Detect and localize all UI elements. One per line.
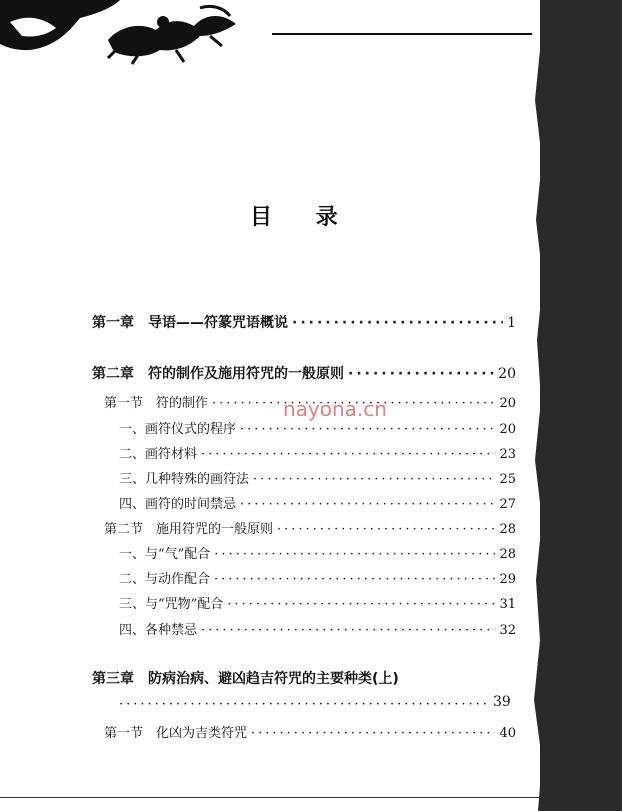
toc-leader-dots [214, 572, 495, 587]
toc-label: 第三章 防病治病、避凶趋吉符咒的主要种类(上) [92, 671, 399, 687]
toc-item[interactable] [119, 468, 516, 487]
header-rule [272, 33, 532, 35]
toc-page-number: 25 [499, 472, 516, 487]
toc-item[interactable] [119, 418, 516, 437]
toc-label: 第二章 符的制作及施用符咒的一般原则 [92, 366, 344, 382]
toc-leader-dots [212, 396, 495, 411]
toc-item[interactable] [119, 568, 516, 587]
toc-label: 一、画符仪式的程序 [119, 422, 237, 437]
toc-item[interactable] [119, 443, 516, 462]
page-title: 目 录 [250, 204, 356, 230]
toc-chapter-3[interactable] [92, 668, 399, 688]
toc-leader-dots [119, 697, 491, 712]
toc-page-number: 31 [499, 597, 516, 612]
toc-label: 第二节 施用符咒的一般原则 [104, 522, 274, 537]
toc-page-number: 20 [498, 366, 516, 382]
toc-section[interactable] [104, 518, 516, 537]
footer-rule [0, 797, 540, 798]
toc-page-number: 40 [499, 726, 516, 741]
toc-leader-dots [240, 497, 495, 512]
toc-leader-dots [253, 472, 495, 487]
toc-chapter-2[interactable] [92, 363, 516, 383]
toc-chapter-1[interactable] [92, 312, 516, 332]
toc-page-number: 32 [499, 623, 516, 638]
toc-label: 第一节 符的制作 [104, 396, 209, 411]
toc-label: 第一章 导语——符篆咒语概说 [92, 315, 288, 331]
toc-page-number: 27 [499, 497, 516, 512]
toc-page-number: 20 [499, 396, 516, 411]
toc-section[interactable] [104, 392, 516, 411]
toc-label: 二、画符材料 [119, 447, 198, 462]
toc-page-number: 1 [507, 315, 516, 331]
toc-leader-dots [348, 366, 494, 382]
toc-page-number: 28 [499, 547, 516, 562]
toc-label: 一、与“气”配合 [119, 547, 211, 562]
toc-label: 三、与“咒物”配合 [119, 597, 224, 612]
toc-label: 四、画符的时间禁忌 [119, 497, 237, 512]
toc-leader-dots [240, 422, 495, 437]
toc-leader-dots [201, 623, 495, 638]
toc-page-number: 29 [499, 572, 516, 587]
toc-page-number: 28 [499, 522, 516, 537]
toc-leader-dots [277, 522, 495, 537]
toc-section[interactable] [104, 722, 516, 741]
toc-page-number: 20 [499, 422, 516, 437]
toc-page-number: 23 [499, 447, 516, 462]
toc-leader-dots [251, 726, 495, 741]
toc-item[interactable] [119, 543, 516, 562]
toc-label: 二、与动作配合 [119, 572, 211, 587]
toc-leader-dots [214, 547, 495, 562]
toc-label: 第一节 化凶为吉类符咒 [104, 726, 248, 741]
toc-item[interactable] [119, 493, 516, 512]
toc-leader-dots [227, 597, 495, 612]
toc-item[interactable] [119, 593, 516, 612]
toc-leader-dots [201, 447, 495, 462]
watermark: nayona.cn [283, 397, 387, 421]
toc-label: 三、几种特殊的画符法 [119, 472, 250, 487]
dragon-ornament-icon [0, 0, 270, 70]
scan-edge [540, 0, 622, 811]
toc-leader-dots [292, 315, 503, 331]
toc-label: 四、各种禁忌 [119, 623, 198, 638]
toc-item[interactable] [119, 619, 516, 638]
toc-page-number: 39 [493, 694, 511, 710]
